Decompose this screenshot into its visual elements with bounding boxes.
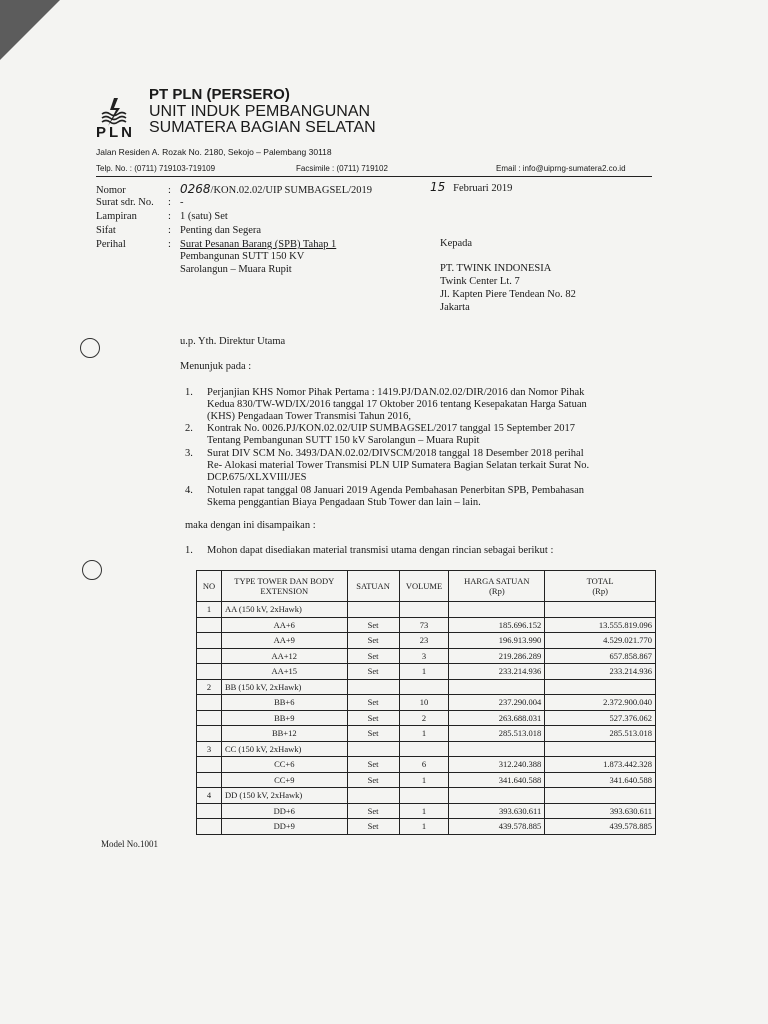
sifat-row: Sifat : Penting dan Segera xyxy=(96,225,262,236)
attention-line: u.p. Yth. Direktur Utama xyxy=(180,336,286,347)
row-type: AA+6 xyxy=(221,617,347,633)
row-total: 393.630.611 xyxy=(545,803,656,819)
row-harga: 237.290.004 xyxy=(449,695,545,711)
row-type: CC (150 kV, 2xHawk) xyxy=(221,741,347,757)
perihal-line3: Sarolangun – Muara Rupit xyxy=(180,264,292,275)
recipient-address-line3: Jakarta xyxy=(440,302,470,313)
perihal-line2: Pembangunan SUTT 150 KV xyxy=(180,251,305,262)
row-satuan: Set xyxy=(347,648,399,664)
nomor-value: /KON.02.02/UIP SUMBAGSEL/2019 xyxy=(210,185,373,196)
row-satuan: Set xyxy=(347,726,399,742)
row-satuan: Set xyxy=(347,710,399,726)
sifat-value: Penting dan Segera xyxy=(180,225,262,236)
recipient-address-line1: Twink Center Lt. 7 xyxy=(440,276,520,287)
punch-hole-mark xyxy=(80,338,100,358)
row-type: BB+6 xyxy=(221,695,347,711)
scan-corner-shadow xyxy=(0,0,60,60)
surat-label: Surat sdr. No. xyxy=(96,197,154,208)
row-type: CC+9 xyxy=(221,772,347,788)
conclusion-intro: maka dengan ini disampaikan : xyxy=(185,520,316,531)
row-type: CC+6 xyxy=(221,757,347,773)
row-type: DD (150 kV, 2xHawk) xyxy=(221,788,347,804)
table-header-row xyxy=(197,571,656,602)
row-no xyxy=(197,617,222,633)
row-satuan xyxy=(347,602,399,618)
date-value: Februari 2019 xyxy=(453,183,513,194)
reference-text-line: Skema penggantian Biaya Pengadaan Stub Tower dan lain – lain. xyxy=(207,497,481,508)
row-no xyxy=(197,757,222,773)
table-row xyxy=(197,726,656,742)
reference-number: 1. xyxy=(185,387,193,398)
nomor-handwritten: 0268 xyxy=(180,182,211,196)
row-volume xyxy=(399,788,449,804)
harga-header-label: HARGA SATUAN xyxy=(464,576,530,586)
row-harga: 439.578.885 xyxy=(449,819,545,835)
reference-text-line: Kedua 830/TW-WD/IX/2016 tanggal 17 Oktober 2016 tentang Kesepakatan Harga Satuan xyxy=(207,399,587,410)
row-satuan: Set xyxy=(347,664,399,680)
letter-date xyxy=(430,180,512,194)
company-address: Jalan Residen A. Rozak No. 2180, Sekojo – Palembang 30118 xyxy=(96,147,332,157)
col-header-volume: VOLUME xyxy=(399,571,449,602)
reference-text-line: Notulen rapat tanggal 08 Januari 2019 Agenda Pembahasan Penerbitan SPB, Pembahasan xyxy=(207,485,585,496)
row-volume xyxy=(399,741,449,757)
row-no: 1 xyxy=(197,602,222,618)
recipient-address-line2: Jl. Kapten Piere Tendean No. 82 xyxy=(440,289,576,300)
row-harga: 341.640.588 xyxy=(449,772,545,788)
material-table-body xyxy=(197,602,656,835)
row-satuan xyxy=(347,679,399,695)
row-volume: 3 xyxy=(399,648,449,664)
row-volume: 73 xyxy=(399,617,449,633)
row-satuan: Set xyxy=(347,757,399,773)
table-row xyxy=(197,648,656,664)
reference-text-line: Perjanjian KHS Nomor Pihak Pertama : 1419.PJ/DAN.02.02/DIR/2016 dan Nomor Pihak xyxy=(207,387,585,398)
row-volume: 10 xyxy=(399,695,449,711)
row-volume: 1 xyxy=(399,726,449,742)
row-no xyxy=(197,648,222,664)
kepada-label: Kepada xyxy=(440,238,473,249)
sifat-label: Sifat xyxy=(96,225,116,236)
perihal-line1: Surat Pesanan Barang (SPB) Tahap 1 xyxy=(180,239,337,250)
row-harga: 285.513.018 xyxy=(449,726,545,742)
row-total: 527.376.062 xyxy=(545,710,656,726)
row-harga: 393.630.611 xyxy=(449,803,545,819)
col-header-total xyxy=(545,571,656,602)
recipient-name: PT. TWINK INDONESIA xyxy=(440,263,552,274)
row-satuan xyxy=(347,741,399,757)
row-no: 2 xyxy=(197,679,222,695)
row-volume: 1 xyxy=(399,664,449,680)
row-harga: 196.913.990 xyxy=(449,633,545,649)
unit-name-line1: UNIT INDUK PEMBANGUNAN xyxy=(149,103,371,120)
nomor-row: Nomor : 0268/KON.02.02/UIP SUMBAGSEL/2019 xyxy=(96,182,373,196)
row-satuan: Set xyxy=(347,617,399,633)
row-volume xyxy=(399,679,449,695)
table-row xyxy=(197,772,656,788)
row-total: 657.858.867 xyxy=(545,648,656,664)
fax-number: Facsimile : (0711) 719102 xyxy=(296,164,388,173)
row-no: 4 xyxy=(197,788,222,804)
row-total: 341.640.588 xyxy=(545,772,656,788)
row-volume: 1 xyxy=(399,772,449,788)
surat-row: Surat sdr. No. : - xyxy=(96,197,184,208)
row-satuan: Set xyxy=(347,695,399,711)
lampiran-row: Lampiran : 1 (satu) Set xyxy=(96,211,228,222)
row-type: BB+9 xyxy=(221,710,347,726)
row-volume: 1 xyxy=(399,819,449,835)
table-group-row xyxy=(197,788,656,804)
punch-hole-mark xyxy=(82,560,102,580)
row-total xyxy=(545,788,656,804)
row-type: AA+15 xyxy=(221,664,347,680)
harga-header-unit: (Rp) xyxy=(489,586,505,596)
col-header-no: NO xyxy=(197,571,222,602)
unit-name-line2: SUMATERA BAGIAN SELATAN xyxy=(149,119,376,136)
table-group-row xyxy=(197,741,656,757)
reference-text-line: DCP.675/XLXVIII/JES xyxy=(207,472,307,483)
table-row xyxy=(197,819,656,835)
perihal-row: Perihal : Surat Pesanan Barang (SPB) Tahap 1 xyxy=(96,239,337,250)
total-header-label: TOTAL xyxy=(586,576,614,586)
phone-number: Telp. No. : (0711) 719103-719109 xyxy=(96,164,216,173)
date-handwritten: 15 xyxy=(430,180,446,194)
reference-number: 3. xyxy=(185,448,193,459)
row-satuan: Set xyxy=(347,803,399,819)
row-no xyxy=(197,803,222,819)
reference-text-line: Tentang Pembangunan SUTT 150 kV Sarolangun – Muara Rupit xyxy=(207,435,480,446)
row-total xyxy=(545,602,656,618)
row-total xyxy=(545,679,656,695)
row-volume: 2 xyxy=(399,710,449,726)
row-type: AA (150 kV, 2xHawk) xyxy=(221,602,347,618)
row-type: DD+9 xyxy=(221,819,347,835)
table-row xyxy=(197,710,656,726)
total-header-unit: (Rp) xyxy=(592,586,608,596)
row-no xyxy=(197,819,222,835)
row-total: 285.513.018 xyxy=(545,726,656,742)
nomor-label: Nomor xyxy=(96,185,126,196)
row-total xyxy=(545,741,656,757)
reference-intro: Menunjuk pada : xyxy=(180,361,252,372)
row-total: 439.578.885 xyxy=(545,819,656,835)
row-total: 1.873.442.328 xyxy=(545,757,656,773)
lampiran-value: 1 (satu) Set xyxy=(180,211,228,222)
row-no xyxy=(197,633,222,649)
reference-text-line: Kontrak No. 0026.PJ/KON.02.02/UIP SUMBAGSEL/2017 tanggal 15 September 2017 xyxy=(207,423,575,434)
row-no: 3 xyxy=(197,741,222,757)
row-harga: 312.240.388 xyxy=(449,757,545,773)
row-volume: 6 xyxy=(399,757,449,773)
row-harga: 263.688.031 xyxy=(449,710,545,726)
row-no xyxy=(197,772,222,788)
row-harga: 219.286.289 xyxy=(449,648,545,664)
logo-wordmark: PLN xyxy=(96,124,135,141)
col-header-satuan: SATUAN xyxy=(347,571,399,602)
reference-text-line: Surat DIV SCM No. 3493/DAN.02.02/DIVSCM/2018 tanggal 18 Desember 2018 perihal xyxy=(207,448,584,459)
row-no xyxy=(197,710,222,726)
row-satuan: Set xyxy=(347,819,399,835)
table-group-row xyxy=(197,602,656,618)
row-type: AA+9 xyxy=(221,633,347,649)
table-row xyxy=(197,695,656,711)
reference-text-line: Re- Alokasi material Tower Transmisi PLN UIP Sumatera Bagian Selatan terkait Surat No. xyxy=(207,460,590,471)
table-row xyxy=(197,617,656,633)
col-header-type: TYPE TOWER DAN BODY EXTENSION xyxy=(221,571,347,602)
row-satuan xyxy=(347,788,399,804)
company-name: PT PLN (PERSERO) xyxy=(149,86,290,103)
row-harga: 233.214.936 xyxy=(449,664,545,680)
request-text: Mohon dapat disediakan material transmisi utama dengan rincian sebagai berikut : xyxy=(207,545,554,556)
table-row xyxy=(197,664,656,680)
email-address: Email : info@uiprng-sumatera2.co.id xyxy=(496,164,626,173)
row-total: 4.529.021.770 xyxy=(545,633,656,649)
row-type: AA+12 xyxy=(221,648,347,664)
table-row xyxy=(197,757,656,773)
reference-text-line: (KHS) Pengadaan Tower Transmisi Tahun 2016, xyxy=(207,411,412,422)
table-group-row xyxy=(197,679,656,695)
reference-number: 2. xyxy=(185,423,193,434)
table-row xyxy=(197,803,656,819)
row-total: 233.214.936 xyxy=(545,664,656,680)
row-satuan: Set xyxy=(347,772,399,788)
perihal-label: Perihal xyxy=(96,239,126,250)
row-volume xyxy=(399,602,449,618)
row-type: BB (150 kV, 2xHawk) xyxy=(221,679,347,695)
row-total: 13.555.819.096 xyxy=(545,617,656,633)
surat-value: - xyxy=(180,197,184,208)
row-harga xyxy=(449,788,545,804)
row-harga xyxy=(449,679,545,695)
row-no xyxy=(197,695,222,711)
header-divider xyxy=(96,176,652,177)
row-volume: 23 xyxy=(399,633,449,649)
row-type: BB+12 xyxy=(221,726,347,742)
row-type: DD+6 xyxy=(221,803,347,819)
row-harga xyxy=(449,741,545,757)
row-total: 2.372.900.040 xyxy=(545,695,656,711)
col-header-harga xyxy=(449,571,545,602)
row-harga: 185.696.152 xyxy=(449,617,545,633)
model-number: Model No.1001 xyxy=(101,839,158,849)
row-no xyxy=(197,726,222,742)
row-harga xyxy=(449,602,545,618)
request-number: 1. xyxy=(185,545,193,556)
material-table xyxy=(196,570,656,835)
row-no xyxy=(197,664,222,680)
table-row xyxy=(197,633,656,649)
lampiran-label: Lampiran xyxy=(96,211,137,222)
row-volume: 1 xyxy=(399,803,449,819)
row-satuan: Set xyxy=(347,633,399,649)
reference-number: 4. xyxy=(185,485,193,496)
